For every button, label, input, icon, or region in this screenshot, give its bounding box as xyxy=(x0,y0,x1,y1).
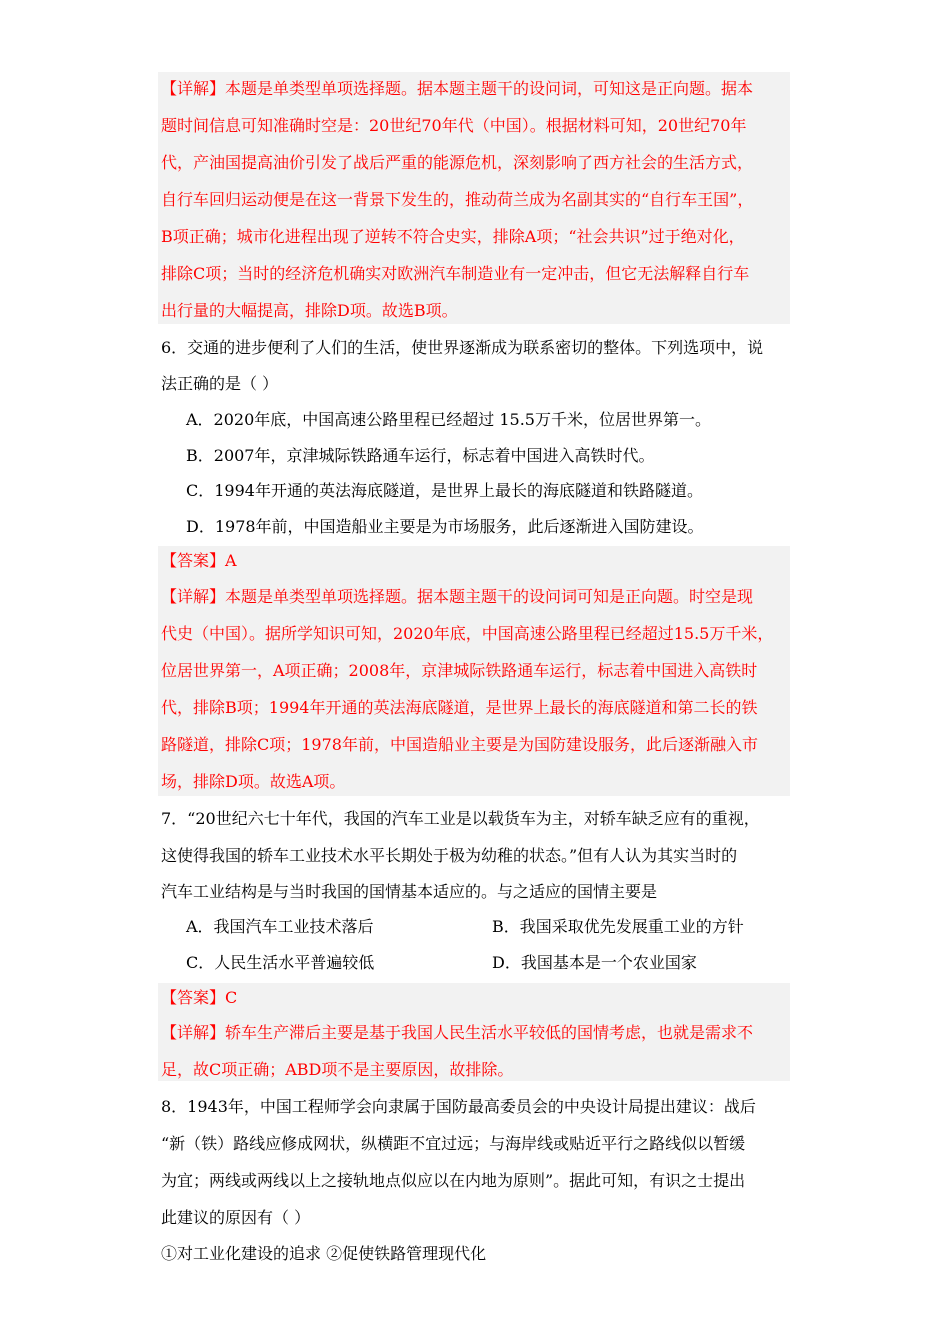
q6-detail-line: 代，排除B项；1994年开通的英法海底隧道，是世界上最长的海底隧道和第二长的铁 xyxy=(161,698,758,717)
q8-stem-line: 为宜；两线或两线以上之接轨地点似应以在内地为原则”。据此可知，有识之士提出 xyxy=(161,1171,746,1190)
q6-detail-line: 位居世界第一，A项正确；2008年，京津城际铁路通车运行，标志着中国进入高铁时 xyxy=(161,661,758,680)
q7-detail-line: 【详解】轿车生产滞后主要是基于我国人民生活水平较低的国情考虑，也就是需求不 xyxy=(161,1023,754,1042)
q7-detail-line: 足，故C项正确；ABD项不是主要原因，故排除。 xyxy=(161,1060,514,1079)
q6-detail-line: 代史（中国）。据所学知识可知，2020年底，中国高速公路里程已经超过15.5万千米， xyxy=(161,624,774,643)
q8-stem-line: 8．1943年，中国工程师学会向隶属于国防最高委员会的中央设计局提出建议：战后 xyxy=(161,1097,756,1116)
q6-detail-line: 【详解】本题是单类型单项选择题。据本题主题干的设问词可知是正向题。时空是现 xyxy=(161,587,754,606)
q7-option-d: D．我国基本是一个农业国家 xyxy=(492,953,697,972)
q6-stem-line: 法正确的是（ ） xyxy=(161,374,279,393)
q7-answer: 【答案】C xyxy=(161,988,238,1007)
q7-option-c: C．人民生活水平普遍较低 xyxy=(186,953,375,972)
q8-stem-line: 此建议的原因有（ ） xyxy=(161,1208,311,1227)
q6-option-b: B．2007年，京津城际铁路通车运行，标志着中国进入高铁时代。 xyxy=(186,446,655,465)
q6-detail-line: 场，排除D项。故选A项。 xyxy=(161,772,346,791)
q6-option-c: C．1994年开通的英法海底隧道，是世界上最长的海底隧道和铁路隧道。 xyxy=(186,481,703,500)
q6-detail-line: 路隧道，排除C项；1978年前，中国造船业主要是为国防建设服务，此后逐渐融入市 xyxy=(161,735,758,754)
q8-stem-line: “新（铁）路线应修成网状，纵横距不宜过远；与海岸线或贴近平行之路线似以暂缓 xyxy=(161,1134,746,1153)
q6-answer: 【答案】A xyxy=(161,551,237,570)
q5-detail-line: 出行量的大幅提高，排除D项。故选B项。 xyxy=(161,301,458,320)
q8-items-line: ①对工业化建设的追求 ②促使铁路管理现代化 xyxy=(161,1244,487,1263)
q5-detail-line: 排除C项；当时的经济危机确实对欧洲汽车制造业有一定冲击，但它无法解释自行车 xyxy=(161,264,750,283)
q5-detail-line: 代，产油国提高油价引发了战后严重的能源危机，深刻影响了西方社会的生活方式， xyxy=(161,153,754,172)
q5-detail-line: B项正确；城市化进程出现了逆转不符合史实，排除A项；“社会共识”过于绝对化， xyxy=(161,227,745,246)
q6-stem-line: 6．交通的进步便利了人们的生活，使世界逐渐成为联系密切的整体。下列选项中，说 xyxy=(161,338,764,357)
q7-option-b: B．我国采取优先发展重工业的方针 xyxy=(492,917,744,936)
q7-stem-line: 7．“20世纪六七十年代，我国的汽车工业是以载货车为主，对轿车缺乏应有的重视， xyxy=(161,809,760,828)
q5-detail-line: 【详解】本题是单类型单项选择题。据本题主题干的设问词，可知这是正向题。据本 xyxy=(161,79,754,98)
q6-option-d: D．1978年前，中国造船业主要是为市场服务，此后逐渐进入国防建设。 xyxy=(186,517,704,536)
q6-option-a: A．2020年底，中国高速公路里程已经超过 15.5万千米，位居世界第一。 xyxy=(186,410,711,429)
q5-detail-line: 自行车回归运动便是在这一背景下发生的，推动荷兰成为名副其实的“自行车王国”， xyxy=(161,190,754,209)
q7-stem-line: 这使得我国的轿车工业技术水平长期处于极为幼稚的状态。”但有人认为其实当时的 xyxy=(161,846,738,865)
q7-option-a: A．我国汽车工业技术落后 xyxy=(186,917,374,936)
q7-stem-line: 汽车工业结构是与当时我国的国情基本适应的。与之适应的国情主要是 xyxy=(161,882,658,901)
q5-detail-line: 题时间信息可知准确时空是：20世纪70年代（中国）。根据材料可知，20世纪70年 xyxy=(161,116,747,135)
